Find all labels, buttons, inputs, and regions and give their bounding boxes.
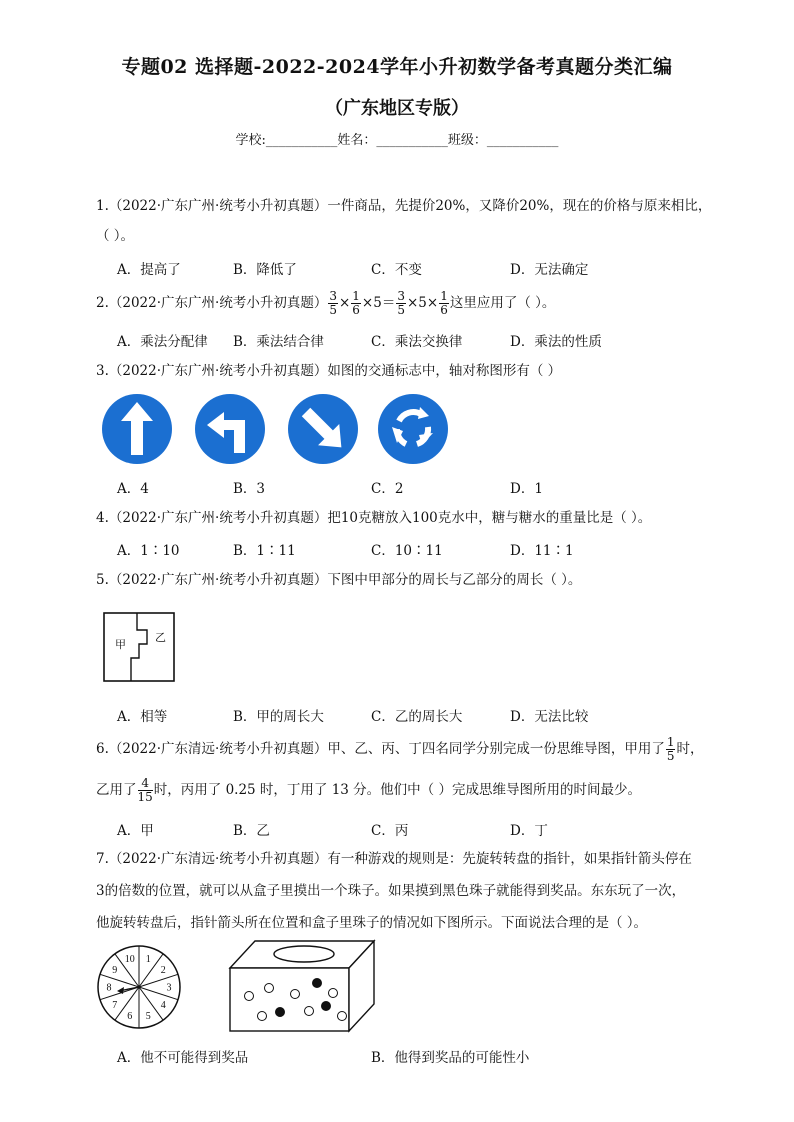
- question-1-text-cont: （ ）。: [96, 228, 135, 244]
- white-bead: [265, 984, 274, 993]
- q2-option-d[interactable]: D．乘法的性质: [510, 334, 602, 350]
- q4-option-c[interactable]: C．10∶11: [371, 543, 443, 559]
- q7-option-a[interactable]: A．他不可能得到奖品: [117, 1050, 249, 1066]
- figure-label-jia: 甲: [115, 638, 126, 651]
- spinner-number: 3: [166, 982, 172, 994]
- q5-option-d[interactable]: D．无法比较: [510, 709, 589, 725]
- q1-option-a[interactable]: A．提高了: [117, 262, 181, 278]
- q3-option-c[interactable]: C．2: [371, 481, 404, 497]
- q3-option-d[interactable]: D．1: [510, 481, 543, 497]
- bead-box: [229, 940, 375, 1032]
- q5-option-c[interactable]: C．乙的周长大: [371, 709, 463, 725]
- q5-option-a[interactable]: A．相等: [117, 709, 168, 725]
- q4-option-d[interactable]: D．11∶1: [510, 543, 574, 559]
- question-6-text-part: 时，: [676, 741, 704, 757]
- question-2-text: [96, 285, 555, 321]
- question-7-text: 7.（2022·广东清远·统考小升初真题）有一种游戏的规则是：先旋转转盘的指针，如果指针箭头停在: [96, 851, 692, 867]
- q4-option-a[interactable]: A．1∶10: [117, 543, 180, 559]
- q4-option-b[interactable]: B．1∶11: [233, 543, 296, 559]
- q6-option-c[interactable]: C．丙: [371, 823, 409, 839]
- question-6-text: [96, 731, 703, 767]
- fraction: $\frac{1}{6}$: [440, 289, 448, 317]
- fraction: $\frac{3}{5}$: [397, 289, 405, 317]
- fraction: $\frac{1}{6}$: [352, 289, 360, 317]
- white-bead: [338, 1012, 347, 1021]
- question-1-text: 1.（2022·广东广州·统考小升初真题）一件商品，先提价20%，又降价20%，现在的价格与原来相比，: [96, 198, 712, 214]
- fraction: $\frac{3}{5}$: [329, 289, 337, 317]
- operator: ×: [338, 295, 351, 311]
- diagonal-arrow-sign-icon: [287, 393, 359, 465]
- operator: ×5＝: [361, 295, 396, 311]
- q7-option-b[interactable]: B．他得到奖品的可能性小: [371, 1050, 530, 1066]
- spinner-number: 2: [160, 964, 166, 976]
- black-bead: [276, 1008, 285, 1017]
- perimeter-figure: [103, 612, 175, 682]
- page-title: 专题02 选择题-2022-2024学年小升初数学备考真题分类汇编: [121, 56, 673, 78]
- spinner-number: 10: [124, 953, 135, 965]
- fraction: $\frac{1}{5}$: [666, 735, 675, 763]
- spinner-number: 9: [112, 964, 118, 976]
- spinner-number: 7: [112, 1000, 118, 1012]
- spinner-number: 5: [145, 1011, 151, 1023]
- spinner-wheel: [97, 945, 181, 1029]
- white-bead: [245, 992, 254, 1001]
- question-2-suffix: 这里应用了（ ）。: [449, 295, 556, 311]
- black-bead: [322, 1002, 331, 1011]
- fraction: $\frac{4}{15}$: [137, 776, 153, 804]
- question-2-prefix: 2.（2022·广东广州·统考小升初真题）: [96, 295, 328, 311]
- question-6-text-part: 6.（2022·广东清远·统考小升初真题）甲、乙、丙、丁四名同学分别完成一份思维导图，甲用了: [96, 741, 665, 757]
- question-6-text-part: 乙用了: [96, 782, 137, 798]
- spinner-number: 6: [127, 1011, 133, 1023]
- question-4-text: 4.（2022·广东广州·统考小升初真题）把10克糖放入100克水中，糖与糖水的重量比是（ ）。: [96, 510, 652, 526]
- straight-arrow-sign-icon: [101, 393, 173, 465]
- q6-option-b[interactable]: B．乙: [233, 823, 270, 839]
- black-bead: [313, 979, 322, 988]
- q1-option-d[interactable]: D．无法确定: [510, 262, 589, 278]
- white-bead: [258, 1012, 267, 1021]
- question-7-text-cont: 3的倍数的位置，就可以从盒子里摸出一个珠子。如果摸到黑色珠子就能得到奖品。东东玩了一次，: [96, 883, 686, 899]
- question-7-text-cont2: 他旋转转盘后，指针箭头所在位置和盒子里珠子的情况如下图所示。下面说法合理的是（ ）。: [96, 915, 648, 931]
- q3-option-b[interactable]: B．3: [233, 481, 266, 497]
- q6-option-a[interactable]: A．甲: [117, 823, 154, 839]
- q3-option-a[interactable]: A．4: [117, 481, 149, 497]
- q2-option-a[interactable]: A．乘法分配律: [117, 334, 208, 350]
- question-6-text-cont: [96, 772, 641, 808]
- question-6-text-part: 时，丙用了 0.25 时，丁用了 13 分。他们中（ ）完成思维导图所用的时间最少。: [153, 782, 641, 798]
- roundabout-sign-icon: [377, 393, 449, 465]
- operator: ×5×: [406, 295, 439, 311]
- q1-option-b[interactable]: B．降低了: [233, 262, 297, 278]
- white-bead: [291, 990, 300, 999]
- figure-label-yi: 乙: [155, 631, 166, 644]
- q2-option-b[interactable]: B．乘法结合律: [233, 334, 324, 350]
- spinner-number: 4: [160, 1000, 166, 1012]
- q6-option-d[interactable]: D．丁: [510, 823, 548, 839]
- question-5-text: 5.（2022·广东广州·统考小升初真题）下图中甲部分的周长与乙部分的周长（ ）。: [96, 572, 582, 588]
- question-3-text: 3.（2022·广东广州·统考小升初真题）如图的交通标志中，轴对称图形有（ ）: [96, 363, 562, 379]
- spinner-number: 8: [106, 982, 112, 994]
- white-bead: [305, 1007, 314, 1016]
- white-bead: [329, 989, 338, 998]
- q2-option-c[interactable]: C．乘法交换律: [371, 334, 463, 350]
- page-subtitle: （广东地区专版）: [325, 98, 469, 119]
- q1-option-c[interactable]: C．不变: [371, 262, 422, 278]
- q5-option-b[interactable]: B．甲的周长大: [233, 709, 324, 725]
- left-turn-sign-icon: [194, 393, 266, 465]
- spinner-number: 1: [145, 953, 151, 965]
- student-info-line: 学校:___________姓名：___________班级：___________: [235, 133, 559, 148]
